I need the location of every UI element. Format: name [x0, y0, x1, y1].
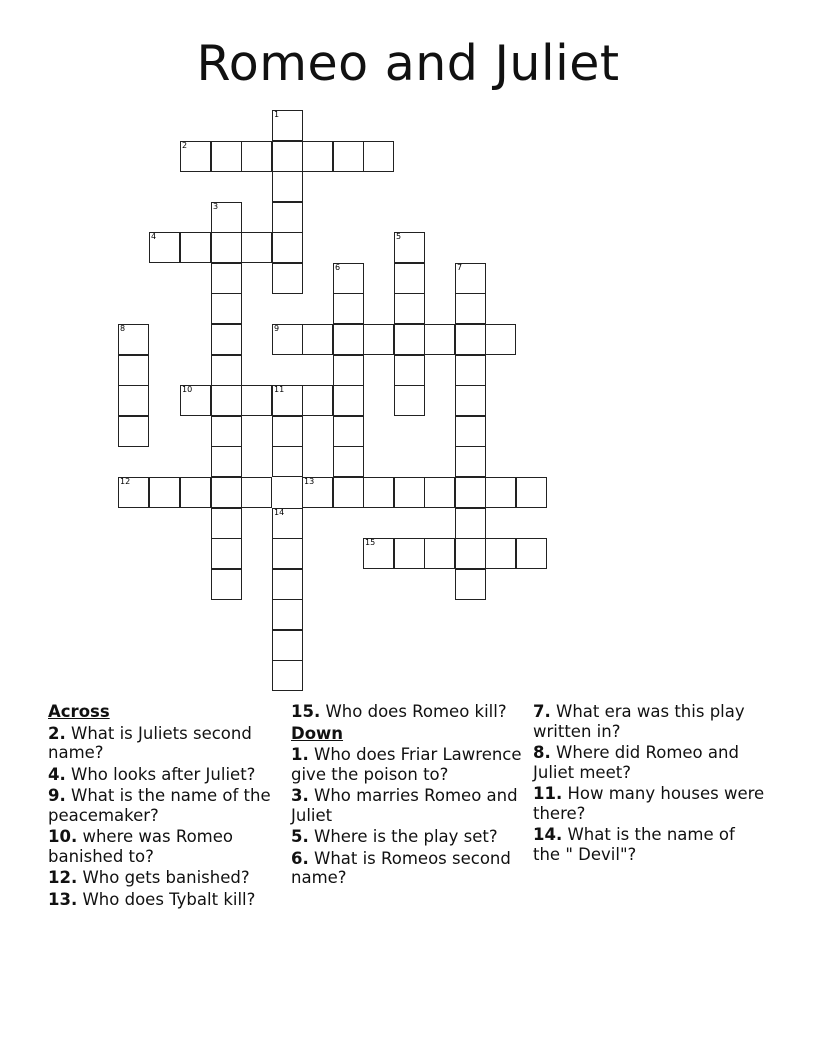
grid-cell[interactable] — [149, 477, 180, 508]
grid-cell[interactable] — [272, 630, 303, 661]
clue-number: 1 — [274, 110, 280, 119]
grid-cell[interactable] — [272, 110, 303, 141]
grid-cell[interactable] — [455, 293, 486, 324]
grid-cell[interactable] — [180, 232, 211, 263]
grid-cell[interactable] — [455, 263, 486, 294]
grid-cell[interactable] — [211, 446, 242, 477]
clue-item-number: 2. — [48, 723, 66, 743]
clue-item — [48, 868, 280, 888]
grid-cell[interactable] — [333, 416, 364, 447]
grid-cell[interactable] — [241, 141, 272, 172]
grid-cell[interactable] — [118, 477, 149, 508]
grid-cell[interactable] — [211, 141, 242, 172]
grid-cell[interactable] — [485, 477, 516, 508]
clue-number: 14 — [274, 508, 285, 517]
grid-cell[interactable] — [211, 232, 242, 263]
grid-cell[interactable] — [272, 232, 303, 263]
grid-cell[interactable] — [118, 355, 149, 386]
grid-cell[interactable] — [272, 538, 303, 569]
clue-item — [533, 702, 765, 741]
grid-cell[interactable] — [272, 569, 303, 600]
grid-cell[interactable] — [455, 416, 486, 447]
clue-item-text: How many houses were there? — [533, 784, 765, 823]
grid-cell[interactable] — [516, 538, 547, 569]
clue-item-text: Where did Romeo and Juliet meet? — [533, 743, 739, 782]
clues-column-2 — [291, 702, 523, 890]
clue-item — [291, 745, 523, 784]
grid-cell[interactable] — [118, 385, 149, 416]
clue-item — [291, 827, 523, 847]
grid-cell[interactable] — [118, 416, 149, 447]
clue-number: 4 — [151, 232, 157, 241]
grid-cell[interactable] — [211, 355, 242, 386]
grid-cell[interactable] — [272, 446, 303, 477]
grid-cell[interactable] — [455, 508, 486, 539]
clue-item-number: 4. — [48, 764, 66, 784]
grid-cell[interactable] — [455, 569, 486, 600]
grid-cell[interactable] — [211, 293, 242, 324]
clue-item — [48, 890, 280, 910]
grid-cell[interactable] — [394, 385, 425, 416]
grid-cell[interactable] — [455, 538, 486, 569]
clue-item-text: Who does Friar Lawrence give the poison to? — [291, 745, 522, 784]
grid-cell[interactable] — [333, 263, 364, 294]
grid-cell[interactable] — [485, 538, 516, 569]
grid-cell[interactable] — [455, 477, 486, 508]
clue-number: 12 — [120, 477, 131, 486]
page-title: Romeo and Juliet — [196, 35, 620, 92]
grid-cell[interactable] — [363, 538, 394, 569]
grid-cell[interactable] — [394, 263, 425, 294]
grid-cell[interactable] — [302, 477, 333, 508]
grid-cell[interactable] — [333, 385, 364, 416]
grid-cell[interactable] — [241, 232, 272, 263]
grid-cell[interactable] — [211, 263, 242, 294]
grid-cell[interactable] — [180, 141, 211, 172]
grid-cell[interactable] — [211, 538, 242, 569]
clue-number: 15 — [365, 538, 376, 547]
clue-item-number: 13. — [48, 889, 78, 909]
clue-item-number: 1. — [291, 745, 309, 764]
grid-cell[interactable] — [333, 477, 364, 508]
clue-item-text: What is the name of the peacemaker? — [48, 786, 271, 825]
grid-cell[interactable] — [211, 416, 242, 447]
clue-number: 8 — [120, 324, 126, 333]
grid-cell[interactable] — [424, 538, 455, 569]
grid-cell[interactable] — [363, 477, 394, 508]
clue-number: 3 — [213, 202, 219, 211]
grid-cell[interactable] — [211, 569, 242, 600]
grid-cell[interactable] — [394, 477, 425, 508]
grid-cell[interactable] — [272, 660, 303, 691]
clue-item — [533, 743, 765, 782]
grid-cell[interactable] — [272, 171, 303, 202]
clue-item-number: 15. — [291, 702, 321, 721]
grid-cell[interactable] — [333, 446, 364, 477]
grid-cell[interactable] — [272, 385, 303, 416]
grid-cell[interactable] — [394, 232, 425, 263]
grid-cell[interactable] — [241, 385, 272, 416]
clue-number: 2 — [182, 141, 188, 150]
grid-cell[interactable] — [272, 141, 303, 172]
clue-item — [48, 827, 280, 866]
grid-cell[interactable] — [363, 324, 394, 355]
clue-item — [48, 765, 280, 785]
clue-item — [48, 786, 280, 825]
grid-cell[interactable] — [272, 324, 303, 355]
clue-item-number: 10. — [48, 827, 78, 846]
grid-cell[interactable] — [455, 446, 486, 477]
clue-item-number: 6. — [291, 848, 309, 868]
clues-column-1 — [48, 702, 280, 911]
grid-cell[interactable] — [363, 141, 394, 172]
grid-cell[interactable] — [180, 477, 211, 508]
clue-item — [291, 786, 523, 825]
grid-cell[interactable] — [333, 355, 364, 386]
grid-cell[interactable] — [394, 538, 425, 569]
clue-number: 13 — [304, 477, 315, 486]
grid-cell[interactable] — [333, 141, 364, 172]
grid-cell[interactable] — [455, 385, 486, 416]
grid-cell[interactable] — [118, 324, 149, 355]
grid-cell[interactable] — [424, 324, 455, 355]
grid-cell[interactable] — [149, 232, 180, 263]
grid-cell[interactable] — [485, 324, 516, 355]
clue-item-number: 8. — [533, 743, 551, 762]
clue-item — [48, 724, 280, 763]
clue-item-text: Who looks after Juliet? — [71, 764, 256, 784]
across-heading: Across — [48, 702, 110, 721]
clue-item — [533, 784, 765, 823]
grid-cell[interactable] — [302, 141, 333, 172]
grid-cell[interactable] — [272, 599, 303, 630]
clue-item-text: Who marries Romeo and Juliet — [291, 786, 518, 825]
clues-column-3 — [533, 702, 765, 866]
grid-cell[interactable] — [272, 416, 303, 447]
down-heading: Down — [291, 723, 344, 743]
grid-cell[interactable] — [394, 324, 425, 355]
clue-number: 9 — [274, 324, 280, 333]
grid-cell[interactable] — [302, 385, 333, 416]
grid-cell[interactable] — [394, 293, 425, 324]
clue-number: 5 — [396, 232, 402, 241]
clue-item-text: What is Juliets second name? — [48, 723, 252, 762]
grid-cell[interactable] — [211, 385, 242, 416]
grid-cell[interactable] — [180, 385, 211, 416]
clue-number: 10 — [182, 385, 193, 394]
clue-item-text: What era was this play written in? — [533, 702, 745, 741]
grid-cell[interactable] — [516, 477, 547, 508]
grid-cell[interactable] — [211, 324, 242, 355]
clue-item-number: 9. — [48, 786, 66, 805]
grid-cell[interactable] — [302, 324, 333, 355]
grid-cell[interactable] — [272, 508, 303, 539]
clue-item-number: 7. — [533, 702, 551, 721]
clue-item-text: Where is the play set? — [314, 827, 498, 846]
clue-item-text: What is the name of the " Devil"? — [533, 825, 735, 864]
clue-item-number: 11. — [533, 784, 563, 803]
clue-item-text: Who gets banished? — [82, 868, 250, 887]
clue-item-number: 14. — [533, 825, 563, 844]
clue-item — [291, 702, 523, 722]
grid-cell[interactable] — [211, 508, 242, 539]
grid-cell[interactable] — [455, 355, 486, 386]
grid-cell[interactable] — [211, 202, 242, 233]
clue-item-number: 3. — [291, 786, 309, 805]
grid-cell[interactable] — [272, 202, 303, 233]
grid-cell[interactable] — [241, 477, 272, 508]
grid-cell[interactable] — [424, 477, 455, 508]
grid-cell[interactable] — [333, 324, 364, 355]
clue-item — [533, 825, 765, 864]
grid-cell[interactable] — [394, 355, 425, 386]
clue-item-text: Who does Tybalt kill? — [82, 889, 256, 909]
clue-item-number: 5. — [291, 827, 309, 846]
grid-cell[interactable] — [333, 293, 364, 324]
clue-number: 11 — [274, 385, 285, 394]
clue-number: 6 — [335, 263, 341, 272]
clue-item-text: What is Romeos second name? — [291, 848, 511, 887]
grid-cell[interactable] — [455, 324, 486, 355]
clue-item — [291, 849, 523, 888]
grid-cell[interactable] — [211, 477, 242, 508]
grid-cell[interactable] — [272, 263, 303, 294]
clue-item-text: where was Romeo banished to? — [48, 827, 233, 866]
clue-item-number: 12. — [48, 868, 78, 887]
clue-number: 7 — [457, 263, 463, 272]
clue-item-text: Who does Romeo kill? — [325, 702, 507, 721]
